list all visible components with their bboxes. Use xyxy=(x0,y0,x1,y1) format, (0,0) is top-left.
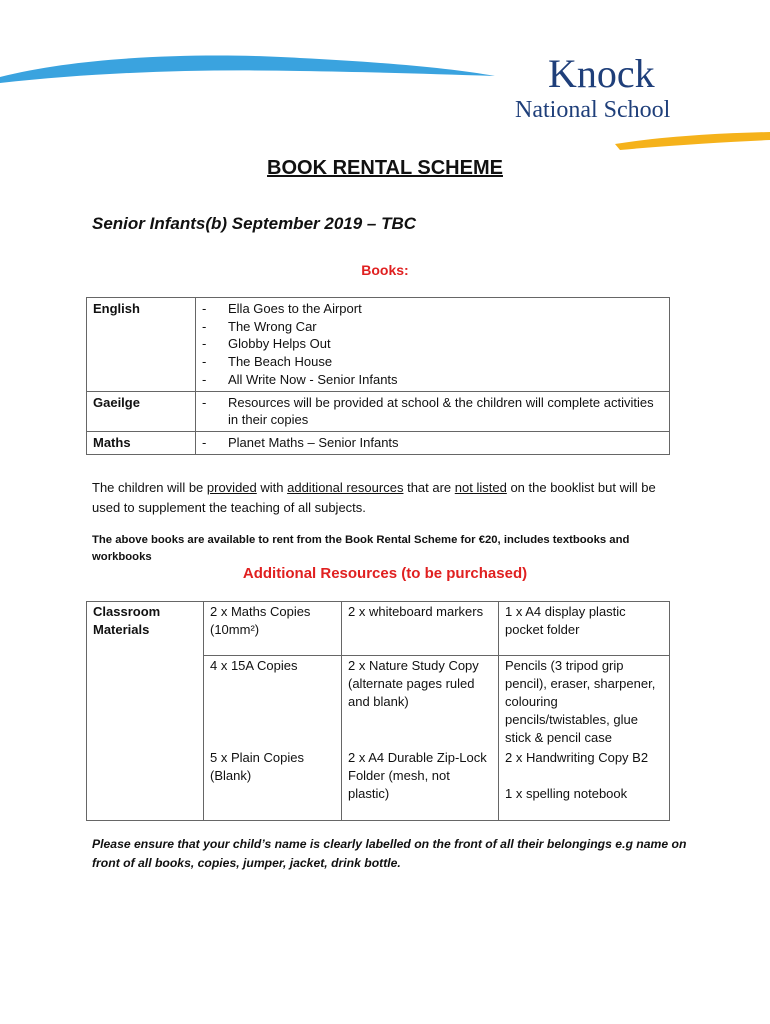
school-logo-name: Knock xyxy=(548,51,655,96)
list-item: - Globby Helps Out xyxy=(202,335,663,353)
list-item: - The Wrong Car xyxy=(202,318,663,336)
resource-item: 2 x Handwriting Copy B2 xyxy=(505,750,649,766)
note-underlined-text: not listed xyxy=(454,480,507,495)
list-item: - Planet Maths – Senior Infants xyxy=(202,434,663,452)
list-item: - The Beach House xyxy=(202,353,663,371)
blue-swoosh-graphic xyxy=(0,50,500,90)
note-text: that are xyxy=(403,480,455,495)
class-subtitle: Senior Infants(b) September 2019 – TBC xyxy=(92,214,417,233)
table-cell: 2 x Nature Study Copy (alternate pages ruled and blank) xyxy=(342,656,499,749)
note-text: with xyxy=(256,480,288,495)
table-row xyxy=(87,298,670,392)
table-cell: Pencils (3 tripod grip pencil), eraser, sharpener, colouring pencils/twistables, glue stick & pencil case xyxy=(499,656,670,749)
list-item: - Resources will be provided at school & the children will complete activities in their copies xyxy=(202,394,663,429)
table-cell: 2 x A4 Durable Zip-Lock Folder (mesh, not plastic) xyxy=(342,748,499,820)
table-cell: 1 x A4 display plastic pocket folder xyxy=(499,602,670,656)
page-title: BOOK RENTAL SCHEME xyxy=(267,157,503,179)
list-item: - All Write Now - Senior Infants xyxy=(202,371,663,389)
books-table xyxy=(86,297,670,455)
subject-cell: Gaeilge xyxy=(87,391,196,431)
subject-cell: Maths xyxy=(87,431,196,454)
books-list-cell xyxy=(196,431,670,454)
school-logo-subtitle: National School xyxy=(515,97,671,123)
note-text: The children will be xyxy=(92,480,207,495)
resources-table xyxy=(86,601,670,821)
note-underlined-text: provided xyxy=(206,480,257,495)
books-list-cell xyxy=(196,391,670,431)
additional-resources-heading: Additional Resources (to be purchased) xyxy=(242,565,528,582)
table-cell xyxy=(499,748,670,820)
rental-price-note: The above books are available to rent from the Book Rental Scheme for €20, includes textbooks and workbooks xyxy=(92,534,630,563)
note-text: on the booklist but will be used to supplement the teaching of all subjects. xyxy=(92,480,656,515)
table-row xyxy=(87,391,670,431)
table-row xyxy=(87,602,670,656)
books-list-cell xyxy=(196,298,670,392)
resources-note xyxy=(92,478,682,518)
table-row xyxy=(87,431,670,454)
labelling-reminder: Please ensure that your child’s name is clearly labelled on the front of all their belongings e.g name on front of all books, copies, jumper, jacket, drink bottle. xyxy=(92,837,687,870)
table-cell: 2 x Maths Copies (10mm²) xyxy=(204,602,342,656)
table-cell: 5 x Plain Copies (Blank) xyxy=(204,748,342,820)
list-item: - Ella Goes to the Airport xyxy=(202,300,663,318)
resource-item: 1 x spelling notebook xyxy=(505,786,628,802)
table-cell: 2 x whiteboard markers xyxy=(342,602,499,656)
subject-cell: English xyxy=(87,298,196,392)
note-underlined-text: additional resources xyxy=(287,480,404,495)
table-cell: 4 x 15A Copies xyxy=(204,656,342,749)
yellow-swoosh-graphic xyxy=(615,130,770,155)
materials-label-cell: Classroom Materials xyxy=(87,602,204,821)
books-heading: Books: xyxy=(361,262,409,278)
